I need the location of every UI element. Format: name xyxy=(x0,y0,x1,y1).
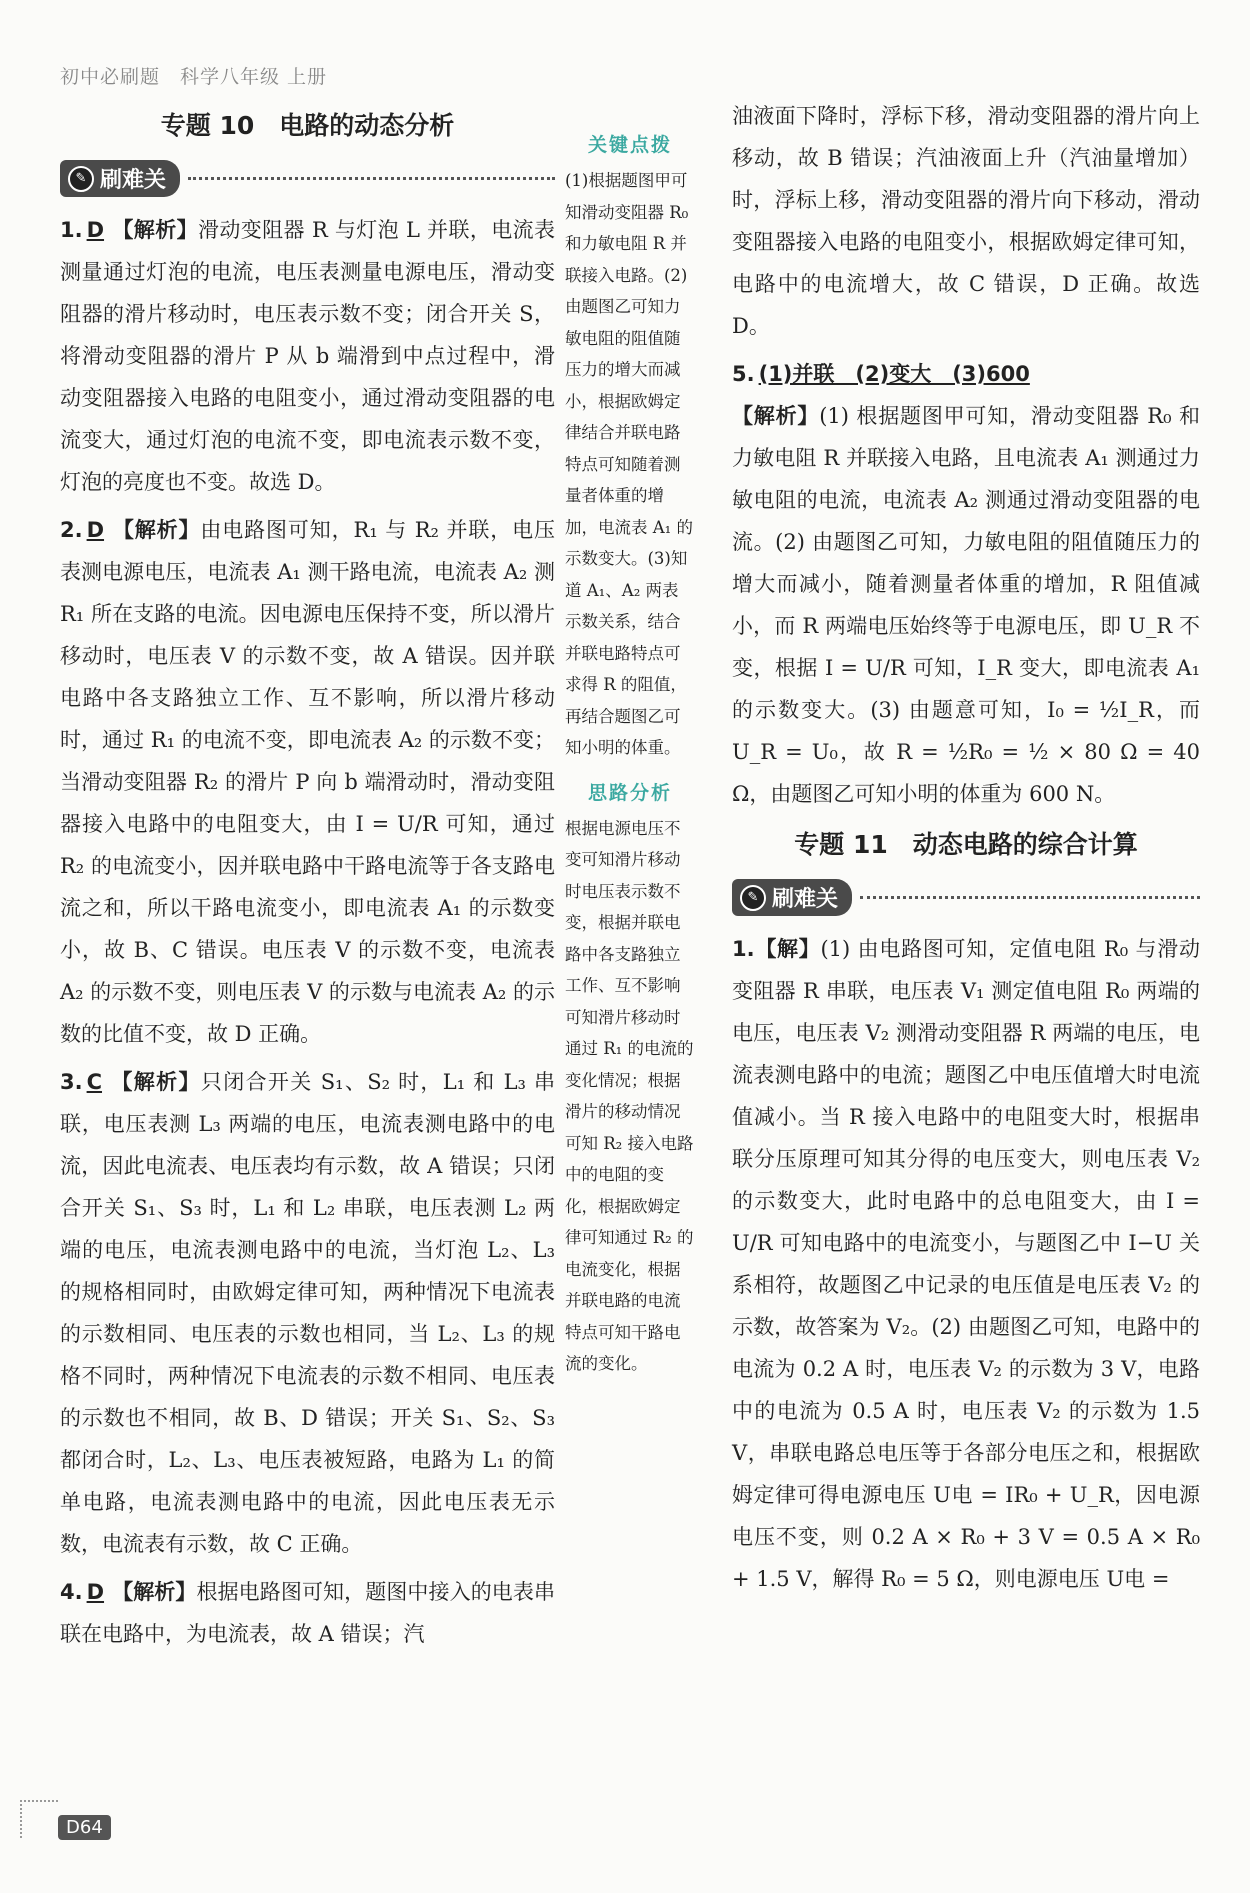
page-number: D64 xyxy=(58,1815,111,1840)
running-header: 初中必刷题 科学八年级 上册 xyxy=(60,66,328,88)
question-number: 2. xyxy=(60,518,83,542)
topic-10-title: 专题 10 电路的动态分析 xyxy=(160,111,455,140)
topic-11-title: 专题 11 动态电路的综合计算 xyxy=(794,830,1138,859)
question-4 xyxy=(60,1571,555,1655)
topic-11-question-1 xyxy=(732,928,1200,1600)
analysis-text: 由电路图可知，R₁ 与 R₂ 并联，电压表测电源电压，电流表 A₁ 测干路电流，电流表 A₂ 测 R₁ 所在支路的电流。因电源电压保持不变，所以滑片移动时，电压表 V 的示数不变，故 A 错误。因并联电路中各支路独立工作、互不影响，所以滑片移动时，通过 R₁ 的电流不变，即电流表 A₂ 的示数不变；当滑动变阻器 R₂ 的滑片 P 向 b 端滑动时，滑动变阻器接入电路中的电阻变大，由 I = U/R 可知，通过 R₂ 的电流变小，因并联电路中干路电流等于各支路电流之和，所以干路电流变小，即电流表 A₁ 的示数变小，故 B、C 错误。电压表 V 的示数不变，电流表 A₂ 的示数不变，则电压表 V 的示数与电流表 A₂ 的示数的比值不变，故 D 正确。 xyxy=(60,518,555,1046)
key-points-heading: 关键点拨 xyxy=(587,134,672,156)
sidebar-notes xyxy=(565,130,695,1380)
thinking-analysis-text: 根据电源电压不变可知滑片移动时电压表示数不变，根据并联电路中各支路独立工作、互不影响可知滑片移动时通过 R₁ 的电流的变化情况；根据滑片的移动情况可知 R₂ 接入电路中的电阻的变化，根据欧姆定律可知通过 R₂ 的电流变化，根据并联电路的电流特点可知干路电流的变化。 xyxy=(565,818,694,1373)
analysis-tag: 【解析】 xyxy=(112,217,198,242)
corner-dots xyxy=(20,1800,58,1838)
analysis-text: 滑动变阻器 R 与灯泡 L 并联，电流表测量通过灯泡的电流，电压表测量电源电压，滑动变阻器的滑片移动时，电压表示数不变；闭合开关 S，将滑动变阻器的滑片 P 从 b 端滑到中点过程中，滑动变阻器接入电路的电阻变小，通过滑动变阻器的电流变大，通过灯泡的电流不变，即电流表示数不变，灯泡的亮度也不变。故选 D。 xyxy=(60,218,555,494)
difficulty-badge xyxy=(60,160,180,197)
question-number: 1. xyxy=(732,937,755,961)
difficulty-badge xyxy=(732,879,852,916)
right-column xyxy=(732,95,1200,1606)
analysis-text: 根据电路图可知，题图中接入的电表串联在电路中，为电流表，故 A 错误；汽 xyxy=(60,1580,555,1646)
question-number: 3. xyxy=(60,1070,83,1094)
answer-letter: C xyxy=(86,1070,103,1094)
answer-letter: D xyxy=(86,518,105,542)
analysis-tag: 【解析】 xyxy=(112,517,201,542)
question-5 xyxy=(732,353,1200,815)
question-number: 5. xyxy=(732,362,755,386)
dotted-divider xyxy=(188,177,555,180)
analysis-tag: 【解析】 xyxy=(732,403,820,428)
analysis-text: 只闭合开关 S₁、S₂ 时，L₁ 和 L₃ 串联，电压表测 L₃ 两端的电压，电流表测电路中的电流，因此电流表、电压表均有示数，故 A 错误；只闭合开关 S₁、S₃ 时，L₁ 和 L₂ 串联，电压表测 L₂ 两端的电压，电流表测电路中的电流，当灯泡 L₂、L₃ 的规格相同时，由欧姆定律可知，两种情况下电流表的示数相同、电压表的示数也相同，当 L₂、L₃ 的规格不同时，两种情况下电流表的示数不相同、电压表的示数也不相同，故 B、D 错误；开关 S₁、S₂、S₃ 都闭合时，L₂、L₃、电压表被短路，电路为 L₁ 的简单电路，电流表测电路中的电流，因此电压表无示数，电流表有示数，故 C 正确。 xyxy=(60,1070,556,1556)
badge-label: 刷难关 xyxy=(100,168,167,193)
question-1 xyxy=(60,209,555,503)
key-points-text: (1)根据题图甲可知滑动变阻器 R₀ 和力敏电阻 R 并联接入电路。(2)由题图乙可知力敏电阻的阻值随压力的增大而减小，根据欧姆定律结合并联电路特点可知随着测量者体重的增加，电流表 A₁ 的示数变大。(3)知道 A₁、A₂ 两表示数关系，结合并联电路特点可求得 R 的阻值，再结合题图乙可知小明的体重。 xyxy=(565,171,694,757)
question-2 xyxy=(60,509,555,1055)
analysis-text: (1) 根据题图甲可知，滑动变阻器 R₀ 和力敏电阻 R 并联接入电路，且电流表 A₁ 测通过力敏电阻的电流，电流表 A₂ 测通过滑动变阻器的电流。(2) 由题图乙可知，力敏电阻的阻值随压力的增大而减小，随着测量者体重的增加，R 阻值减小，而 R 两端电压始终等于电源电压，即 U_R 不变，根据 I = U/R 可知，I_R 变大，即电流表 A₁ 的示数变大。(3) 由题意可知，I₀ = ½I_R，而 U_R = U₀，故 R = ½R₀ = ½ × 80 Ω = 40 Ω，由题图乙可知小明的体重为 600 N。 xyxy=(732,404,1200,806)
question-number: 1. xyxy=(60,218,83,242)
answer-text: (1)并联 (2)变大 (3)600 xyxy=(758,362,1030,386)
badge-row xyxy=(732,879,1200,916)
dotted-divider xyxy=(860,896,1200,899)
thinking-analysis-heading: 思路分析 xyxy=(587,781,672,804)
solution-text: (1) 由电路图可知，定值电阻 R₀ 与滑动变阻器 R 串联，电压表 V₁ 测定值电阻 R₀ 两端的电压，电压表 V₂ 测滑动变阻器 R 两端的电压，电流表测电路中的电流；题图乙中电压值增大时电流值减小。当 R 接入电路中的电阻变大时，根据串联分压原理可知其分得的电压变大，则电压表 V₂ 的示数变大，此时电路中的总电阻变大，由 I = U/R 可知电路中的电流变小，与题图乙中 I−U 关系相符，故题图乙中记录的电压值是电压表 V₂ 的示数，故答案为 V₂。(2) 由题图乙可知，电路中的电流为 0.2 A 时，电压表 V₂ 的示数为 3 V，电路中的电流为 0.5 A 时，电压表 V₂ 的示数为 1.5 V，串联电路总电压等于各部分电压之和，根据欧姆定律可得电源电压 U电 = IR₀ + U_R，因电源电压不变，则 0.2 A × R₀ + 3 V = 0.5 A × R₀ + 1.5 V，解得 R₀ = 5 Ω，则电源电压 U电 = xyxy=(732,937,1200,1591)
brush-icon: ✎ xyxy=(68,166,94,192)
badge-label: 刷难关 xyxy=(772,887,839,912)
left-column xyxy=(60,100,555,1661)
question-3 xyxy=(60,1061,555,1565)
answer-letter: D xyxy=(86,1580,105,1604)
question-4-continued: 油液面下降时，浮标下移，滑动变阻器的滑片向上移动，故 B 错误；汽油液面上升（汽油量增加）时，浮标上移，滑动变阻器的滑片向下移动，滑动变阻器接入电路的电阻变小，根据欧姆定律可知，电路中的电流增大，故 C 错误，D 正确。故选 D。 xyxy=(732,104,1200,338)
brush-icon: ✎ xyxy=(740,885,766,911)
badge-row xyxy=(60,160,555,197)
question-number: 4. xyxy=(60,1580,83,1604)
analysis-tag: 【解析】 xyxy=(110,1069,201,1094)
analysis-tag: 【解析】 xyxy=(112,1579,197,1604)
solution-tag: 【解】 xyxy=(754,936,821,961)
answer-letter: D xyxy=(86,218,105,242)
